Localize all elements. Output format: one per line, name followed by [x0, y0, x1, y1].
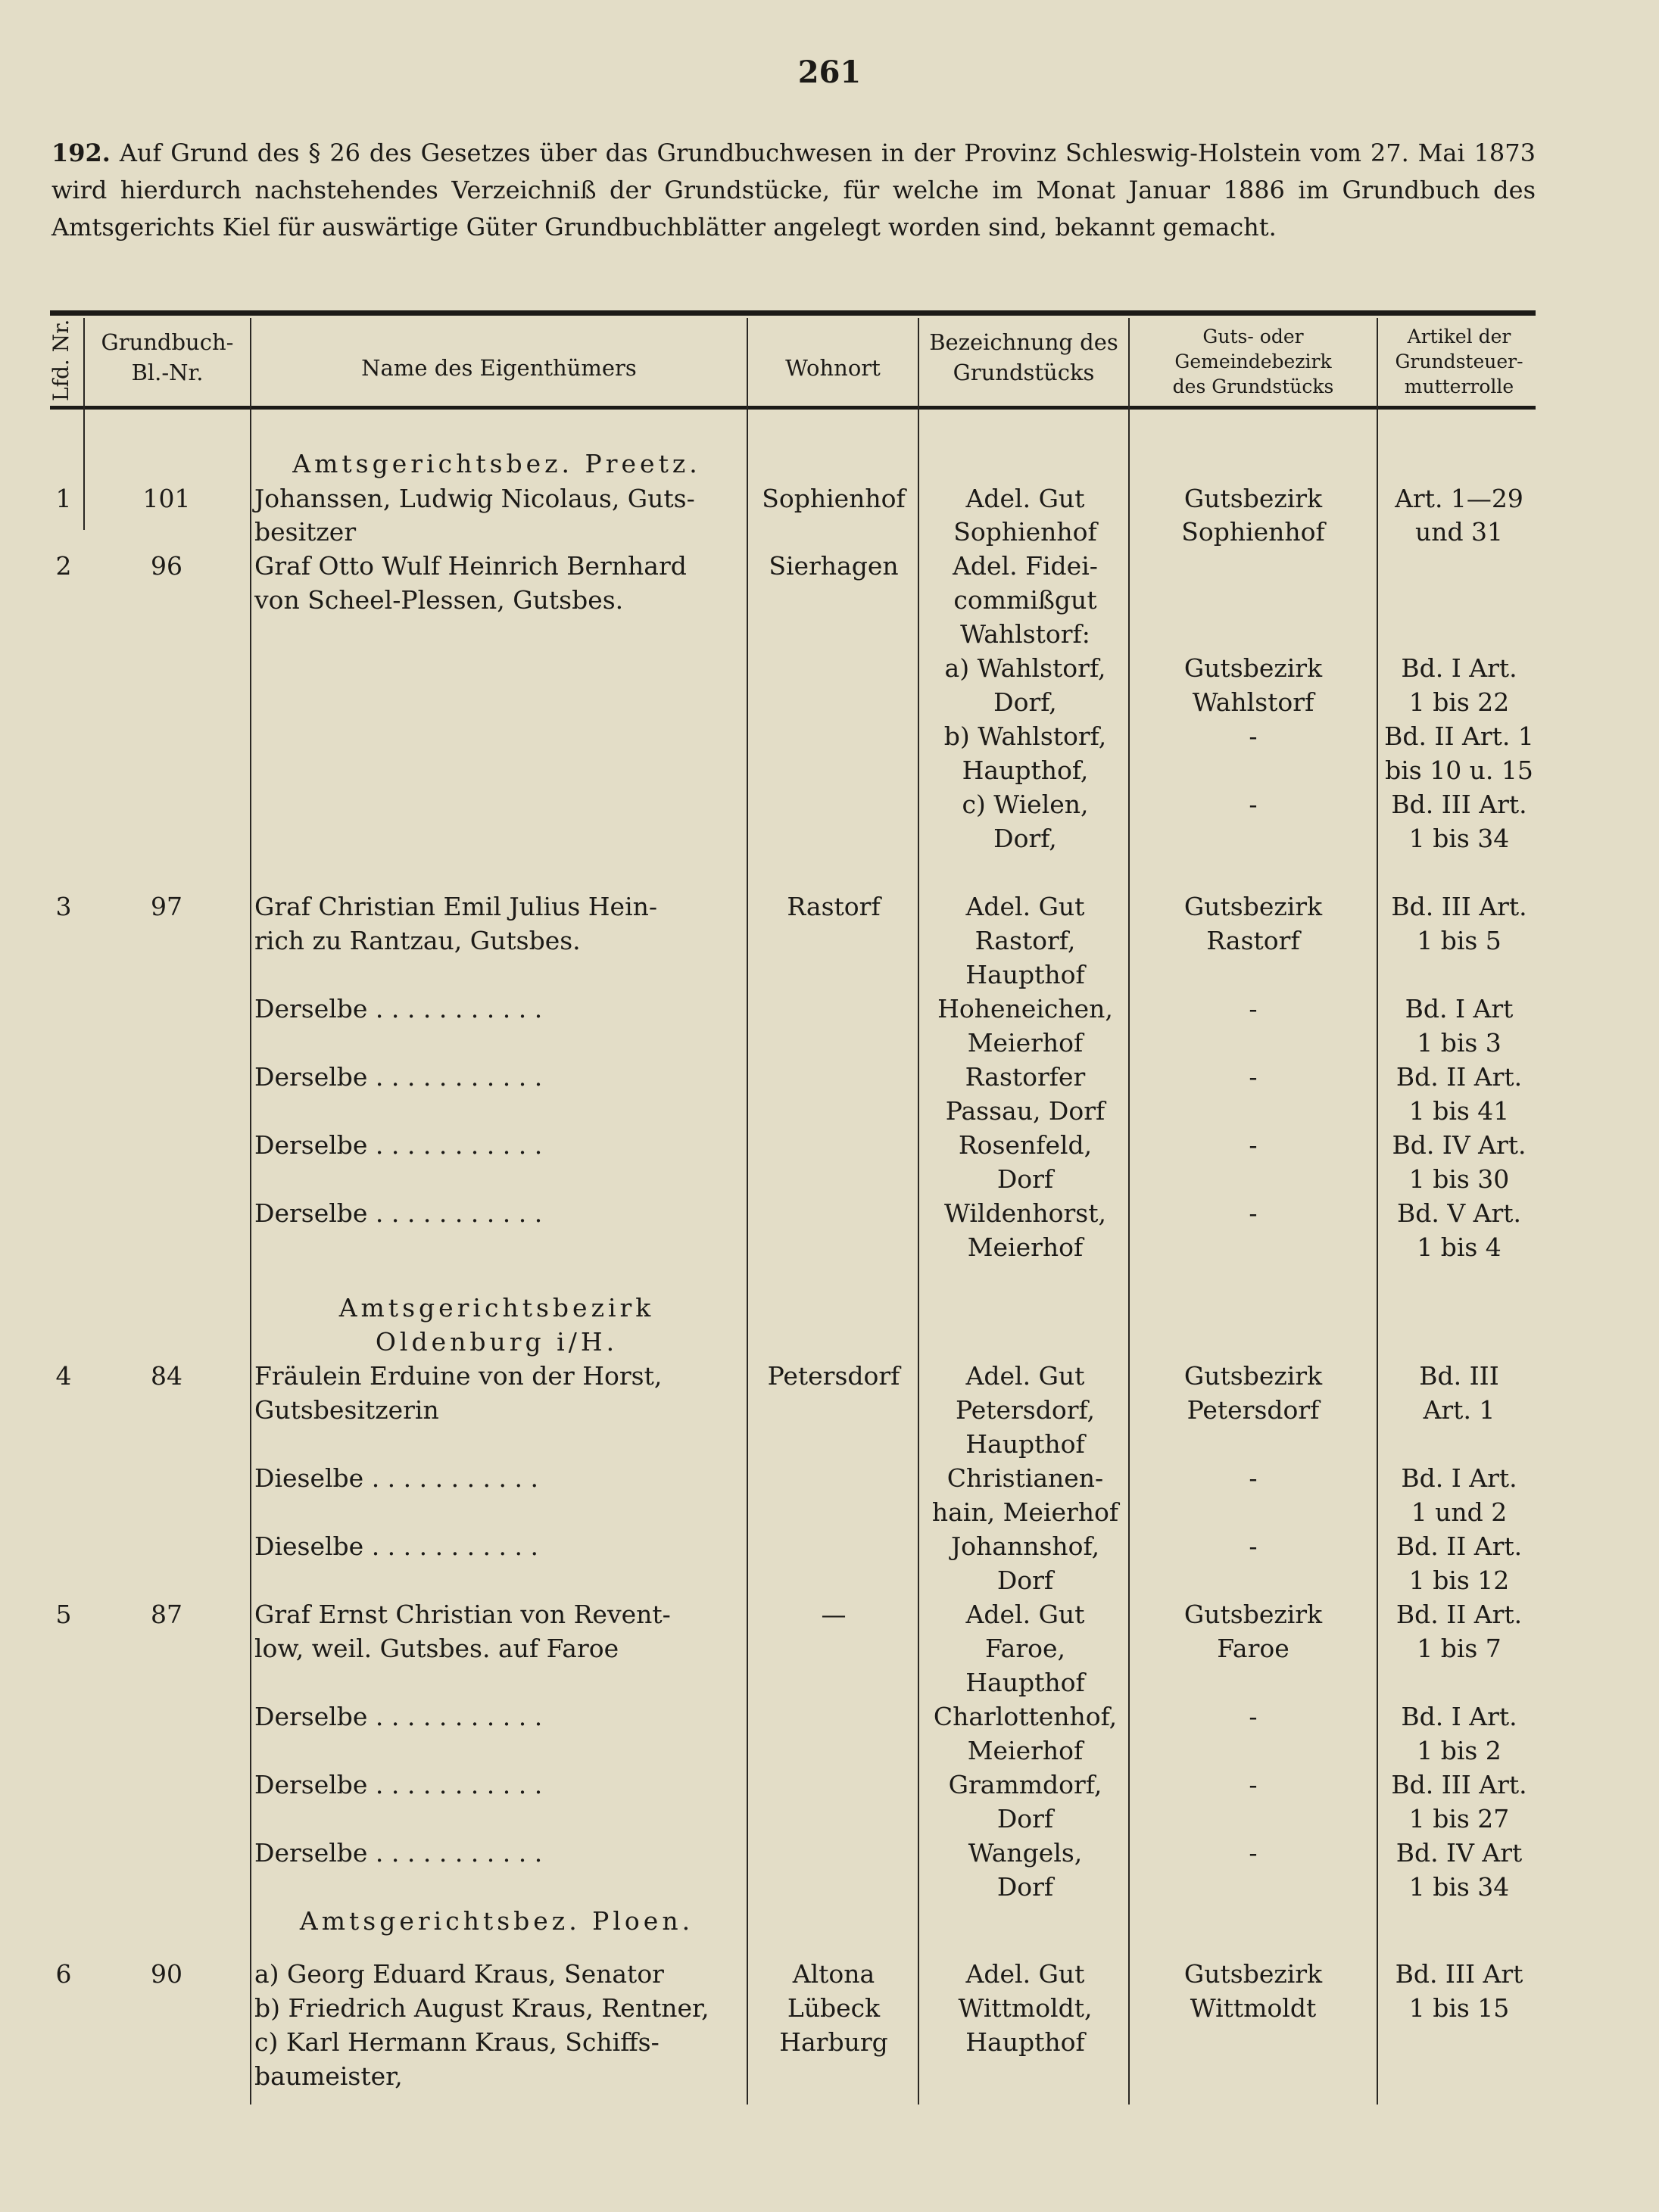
row-3-bez: Sophienhof — [953, 517, 1097, 547]
row-8-art: 1 bis 22 — [1408, 687, 1510, 717]
row-24-name: Amtsgerichtsbezirk — [338, 1293, 655, 1323]
row-38-guts: - — [1249, 1770, 1258, 1799]
row-14-guts: Rastorf — [1206, 926, 1300, 955]
header-blatt-line1: Grundbuch- — [101, 329, 234, 355]
row-36-bez: Charlottenhof, — [933, 1702, 1118, 1731]
row-7-bez: a) Wahlstorf, — [944, 653, 1106, 683]
row-33-blatt: 87 — [151, 1600, 182, 1629]
row-44-art: 1 bis 15 — [1408, 1993, 1510, 2023]
row-2-art: Art. 1—29 — [1395, 484, 1523, 513]
row-4-nr: 2 — [55, 551, 72, 581]
row-42-name: Amtsgerichtsbez. Ploen. — [299, 1906, 694, 1936]
header-art-line2: Grundsteuer- — [1395, 350, 1523, 372]
row-29-art: Bd. I Art. — [1401, 1463, 1517, 1493]
row-8-bez: Dorf, — [993, 687, 1057, 717]
row-36-art: Bd. I Art. — [1401, 1702, 1517, 1731]
row-33-wohnort: — — [821, 1600, 847, 1629]
row-21-art: 1 bis 30 — [1408, 1164, 1510, 1194]
row-21-bez: Dorf — [996, 1164, 1054, 1194]
row-40-name: Derselbe . . . . . . . . . . . — [254, 1838, 543, 1868]
row-8-guts: Wahlstorf — [1192, 687, 1314, 717]
row-28-bez: Haupthof — [965, 1429, 1085, 1459]
item-number: 192. — [51, 139, 111, 167]
row-7-guts: Gutsbezirk — [1183, 653, 1323, 683]
row-13-name: Graf Christian Emil Julius Hein- — [254, 892, 658, 921]
row-26-nr: 4 — [55, 1361, 72, 1391]
header-art-line1: Artikel der — [1407, 326, 1511, 347]
row-43-wohnort: Altona — [792, 1959, 875, 1989]
row-26-guts: Gutsbezirk — [1183, 1361, 1323, 1391]
row-9-guts: - — [1249, 721, 1258, 751]
table-top-rule — [50, 310, 1536, 316]
row-4-name: Graf Otto Wulf Heinrich Bernhard — [254, 551, 687, 581]
row-17-art: 1 bis 3 — [1417, 1028, 1502, 1058]
header-artikel — [1378, 324, 1540, 399]
intro-paragraph — [51, 135, 1536, 246]
row-41-art: 1 bis 34 — [1408, 1872, 1510, 1902]
row-27-bez: Petersdorf, — [955, 1395, 1096, 1425]
header-guts-line3: des Grundstücks — [1172, 375, 1334, 397]
row-26-blatt: 84 — [151, 1361, 182, 1391]
header-guts-line1: Guts- oder — [1202, 326, 1304, 347]
row-34-bez: Faroe, — [985, 1634, 1065, 1663]
row-19-bez: Passau, Dorf — [945, 1096, 1105, 1126]
row-11-bez: c) Wielen, — [962, 790, 1089, 819]
row-29-bez: Christianen- — [946, 1463, 1104, 1493]
row-44-name: b) Friedrich August Kraus, Rentner, — [254, 1993, 709, 2023]
row-2-name: Johanssen, Ludwig Nicolaus, Guts- — [254, 484, 695, 513]
header-guts-line2: Gemeindebezirk — [1174, 350, 1332, 372]
row-2-nr: 1 — [55, 484, 72, 513]
row-9-bez: b) Wahlstorf, — [943, 721, 1107, 751]
row-13-blatt: 97 — [151, 892, 182, 921]
row-33-name: Graf Ernst Christian von Revent- — [254, 1600, 671, 1629]
row-23-bez: Meierhof — [967, 1232, 1084, 1262]
row-38-art: Bd. III Art. — [1391, 1770, 1527, 1799]
row-2-guts: Gutsbezirk — [1183, 484, 1323, 513]
row-2-bez: Adel. Gut — [965, 484, 1085, 513]
row-26-art: Bd. III — [1419, 1361, 1499, 1391]
row-26-name: Fräulein Erduine von der Horst, — [254, 1361, 663, 1391]
row-43-guts: Gutsbezirk — [1183, 1959, 1323, 1989]
row-11-art: Bd. III Art. — [1391, 790, 1527, 819]
row-15-bez: Haupthof — [965, 960, 1085, 989]
header-name: Name des Eigenthümers — [361, 355, 637, 381]
row-5-bez: commißgut — [953, 585, 1097, 615]
row-44-guts: Wittmoldt — [1190, 1993, 1317, 2023]
row-18-art: Bd. II Art. — [1395, 1062, 1523, 1092]
row-37-art: 1 bis 2 — [1417, 1736, 1502, 1765]
row-27-name: Gutsbesitzerin — [254, 1395, 439, 1425]
row-12-art: 1 bis 34 — [1408, 824, 1510, 853]
row-34-art: 1 bis 7 — [1417, 1634, 1502, 1663]
row-5-name: von Scheel-Plessen, Gutsbes. — [254, 585, 624, 615]
row-34-guts: Faroe — [1217, 1634, 1289, 1663]
row-35-bez: Haupthof — [965, 1668, 1085, 1697]
row-3-name: besitzer — [254, 517, 357, 547]
row-33-guts: Gutsbezirk — [1183, 1600, 1323, 1629]
row-32-art: 1 bis 12 — [1408, 1566, 1510, 1595]
row-14-art: 1 bis 5 — [1417, 926, 1502, 955]
row-20-name: Derselbe . . . . . . . . . . . — [254, 1130, 543, 1160]
row-40-guts: - — [1249, 1838, 1258, 1868]
row-22-bez: Wildenhorst, — [944, 1198, 1106, 1228]
row-14-bez: Rastorf, — [975, 926, 1076, 955]
row-11-guts: - — [1249, 790, 1258, 819]
row-27-guts: Petersdorf — [1187, 1395, 1320, 1425]
row-43-art: Bd. III Art — [1395, 1959, 1523, 1989]
row-10-bez: Haupthof, — [962, 756, 1089, 785]
row-18-guts: - — [1249, 1062, 1258, 1092]
row-31-art: Bd. II Art. — [1395, 1531, 1523, 1561]
table-header-rule — [50, 406, 1536, 410]
header-guts — [1130, 324, 1377, 399]
row-31-guts: - — [1249, 1531, 1258, 1561]
row-32-bez: Dorf — [996, 1566, 1054, 1595]
row-31-name: Dieselbe . . . . . . . . . . . — [254, 1531, 538, 1561]
row-33-art: Bd. II Art. — [1395, 1600, 1523, 1629]
row-14-name: rich zu Rantzau, Gutsbes. — [254, 926, 581, 955]
row-38-bez: Grammdorf, — [948, 1770, 1102, 1799]
row-30-bez: hain, Meierhof — [931, 1497, 1119, 1527]
row-3-guts: Sophienhof — [1181, 517, 1325, 547]
header-blatt — [85, 327, 250, 388]
row-13-guts: Gutsbezirk — [1183, 892, 1323, 921]
row-6-bez: Wahlstorf: — [960, 619, 1090, 649]
row-19-art: 1 bis 41 — [1408, 1096, 1510, 1126]
row-45-bez: Haupthof — [965, 2027, 1085, 2057]
row-16-name: Derselbe . . . . . . . . . . . — [254, 994, 543, 1023]
row-22-art: Bd. V Art. — [1396, 1198, 1522, 1228]
row-16-art: Bd. I Art — [1405, 994, 1514, 1023]
intro-text: Auf Grund des § 26 des Gesetzes über das Grundbuchwesen in der Provinz Schleswig-Holstein vom 27. Mai 1873 wird hierdurch nachstehendes Verzeichniß der Grundstücke, für welche im Monat Januar 1886 im Grundbuch des Amtsgerichts Kiel für auswärtige Güter Grundbuchblätter angelegt worden sind, bekannt gemacht. — [51, 139, 1536, 241]
row-22-name: Derselbe . . . . . . . . . . . — [254, 1198, 543, 1228]
row-12-bez: Dorf, — [993, 824, 1057, 853]
row-43-bez: Adel. Gut — [965, 1959, 1085, 1989]
header-bez-line1: Bezeichnung des — [929, 329, 1118, 355]
header-art-line3: mutterrolle — [1404, 375, 1514, 397]
row-43-nr: 6 — [55, 1959, 72, 1989]
row-4-bez: Adel. Fidei- — [953, 551, 1098, 581]
row-31-bez: Johannshof, — [950, 1531, 1100, 1561]
row-20-art: Bd. IV Art. — [1392, 1130, 1526, 1160]
row-17-bez: Meierhof — [967, 1028, 1084, 1058]
row-9-art: Bd. II Art. 1 — [1384, 721, 1534, 751]
row-13-art: Bd. III Art. — [1391, 892, 1527, 921]
row-4-wohnort: Sierhagen — [769, 551, 899, 581]
row-22-guts: - — [1249, 1198, 1258, 1228]
row-18-bez: Rastorfer — [965, 1062, 1086, 1092]
row-27-art: Art. 1 — [1423, 1395, 1495, 1425]
col-line-3 — [747, 318, 748, 2105]
row-29-guts: - — [1249, 1463, 1258, 1493]
row-43-blatt: 90 — [151, 1959, 182, 1989]
row-45-name: c) Karl Hermann Kraus, Schiffs- — [254, 2027, 660, 2057]
row-46-name: baumeister, — [254, 2061, 403, 2091]
row-38-name: Derselbe . . . . . . . . . . . — [254, 1770, 543, 1799]
row-33-bez: Adel. Gut — [965, 1600, 1085, 1629]
row-1-name: Amtsgerichtsbez. Preetz. — [292, 449, 701, 478]
row-10-art: bis 10 u. 15 — [1385, 756, 1533, 785]
row-18-name: Derselbe . . . . . . . . . . . — [254, 1062, 543, 1092]
row-20-bez: Rosenfeld, — [958, 1130, 1093, 1160]
page-number: 261 — [797, 55, 862, 90]
header-nr: Lfd. Nr. — [48, 319, 73, 401]
row-37-bez: Meierhof — [967, 1736, 1084, 1765]
row-23-art: 1 bis 4 — [1417, 1232, 1502, 1262]
row-2-wohnort: Sophienhof — [762, 484, 906, 513]
row-26-bez: Adel. Gut — [965, 1361, 1085, 1391]
row-25-name: Oldenburg i/H. — [375, 1327, 619, 1357]
row-34-name: low, weil. Gutsbes. auf Faroe — [254, 1634, 619, 1663]
row-16-guts: - — [1249, 994, 1258, 1023]
header-bez-line2: Grundstücks — [953, 360, 1095, 385]
header-blatt-line2: Bl.-Nr. — [131, 360, 204, 385]
row-26-wohnort: Petersdorf — [767, 1361, 900, 1391]
row-16-bez: Hoheneichen, — [937, 994, 1113, 1023]
row-44-bez: Wittmoldt, — [958, 1993, 1093, 2023]
row-36-name: Derselbe . . . . . . . . . . . — [254, 1702, 543, 1731]
row-44-wohnort: Lübeck — [787, 1993, 881, 2023]
row-39-art: 1 bis 27 — [1408, 1804, 1510, 1833]
row-40-bez: Wangels, — [968, 1838, 1083, 1868]
row-41-bez: Dorf — [996, 1872, 1054, 1902]
col-line-2 — [250, 318, 251, 2105]
row-40-art: Bd. IV Art — [1395, 1838, 1523, 1868]
row-13-nr: 3 — [55, 892, 72, 921]
row-39-bez: Dorf — [996, 1804, 1054, 1833]
row-2-blatt: 101 — [142, 484, 191, 513]
row-7-art: Bd. I Art. — [1401, 653, 1517, 683]
header-wohnort: Wohnort — [785, 355, 881, 381]
header-bezeichnung — [919, 327, 1128, 388]
row-20-guts: - — [1249, 1130, 1258, 1160]
row-4-blatt: 96 — [151, 551, 182, 581]
row-36-guts: - — [1249, 1702, 1258, 1731]
row-13-bez: Adel. Gut — [965, 892, 1085, 921]
row-13-wohnort: Rastorf — [787, 892, 881, 921]
row-29-name: Dieselbe . . . . . . . . . . . — [254, 1463, 538, 1493]
row-30-art: 1 und 2 — [1411, 1497, 1508, 1527]
row-45-wohnort: Harburg — [779, 2027, 888, 2057]
row-33-nr: 5 — [55, 1600, 72, 1629]
row-43-name: a) Georg Eduard Kraus, Senator — [254, 1959, 664, 1989]
row-3-art: und 31 — [1414, 517, 1504, 547]
